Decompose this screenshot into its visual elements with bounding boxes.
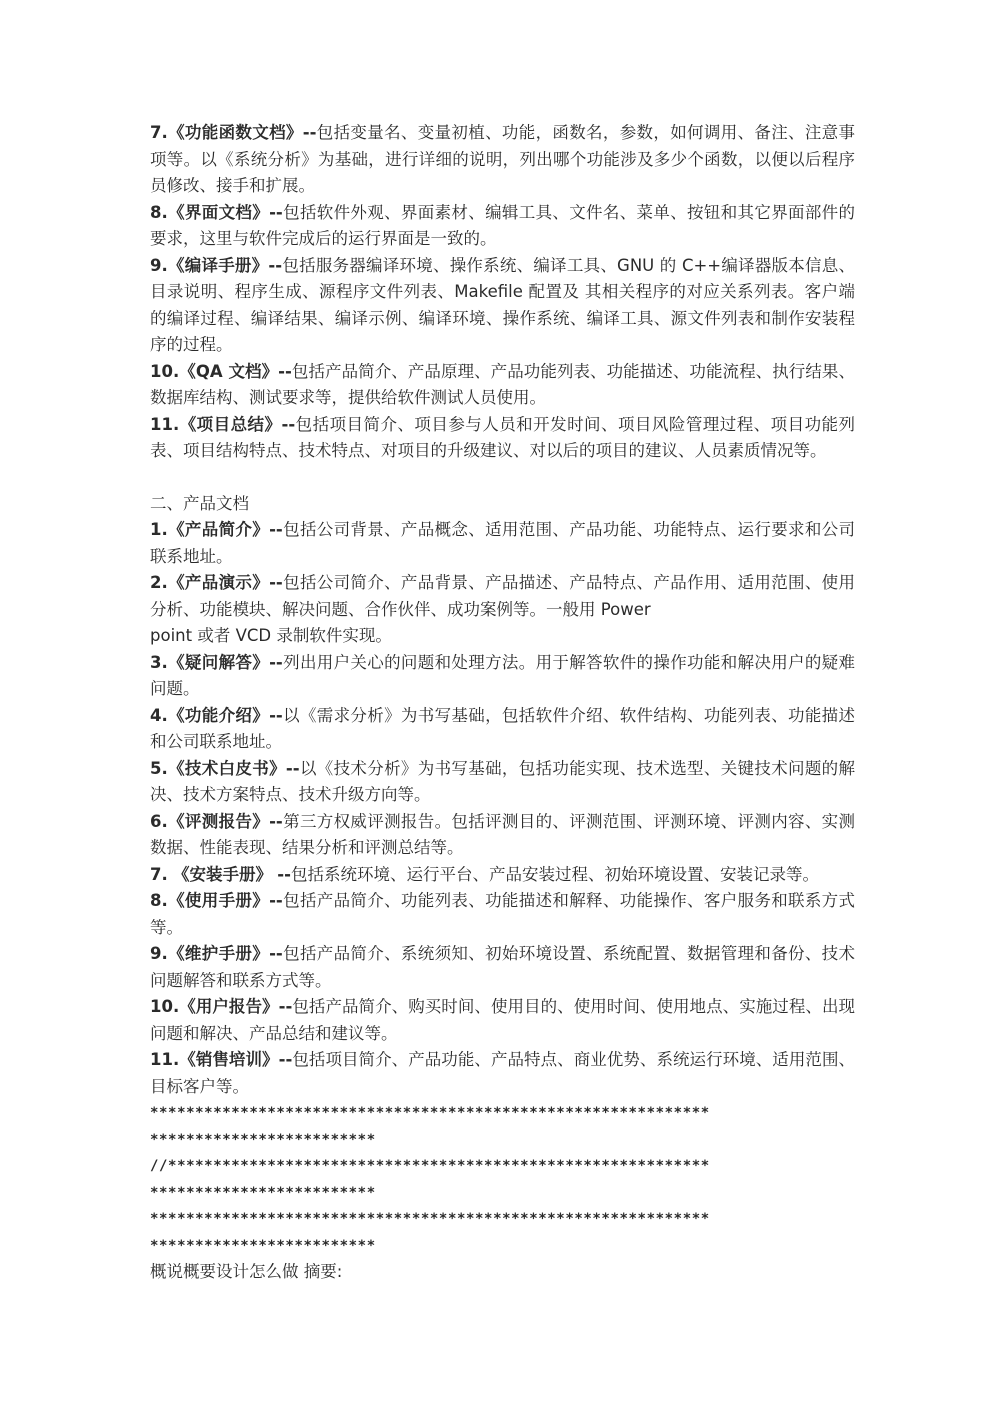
doc-item-evaluation: 6.《评测报告》--第三方权威评测报告。包括评测目的、评测范围、评测环境、评测内容、实测数据、性能表现、结果分析和评测总结等。 — [150, 811, 856, 857]
doc-item-qa: 10.《QA 文档》--包括产品简介、产品原理、产品功能列表、功能描述、功能流程、执行结果、数据库结构、测试要求等，提供给软件测试人员使用。 — [150, 361, 855, 407]
doc-item-whitepaper: 5.《技术白皮书》--以《技术分析》为书写基础，包括功能实现、技术选型、关键技术问题的解决、技术方案特点、技术升级方向等。 — [150, 758, 856, 804]
doc-item-summary: 11.《项目总结》--包括项目简介、项目参与人员和开发时间、项目风险管理过程、项目功能列表、项目结构特点、技术特点、对项目的升级建议、对以后的项目的建议、人员素质情况等。 — [150, 414, 856, 460]
doc-item-functions: 7.《功能函数文档》--包括变量名、变量初植、功能，函数名，参数，如何调用、备注、注意事项等。以《系统分析》为基础，进行详细的说明，列出哪个功能涉及多少个函数，以便以后程序员修改、接手和扩展。 — [150, 123, 856, 195]
summary-heading: 概说概要设计怎么做 摘要: — [150, 1262, 343, 1281]
section-heading: 二、产品文档 — [150, 493, 249, 513]
blank-line — [150, 465, 855, 491]
asterisk-divider: ************************* — [150, 1237, 376, 1254]
asterisk-divider: //************************************************************ — [150, 1158, 710, 1174]
asterisk-divider: ************************************************************** — [150, 1105, 710, 1121]
doc-item-maintenance: 9.《维护手册》--包括产品简介、系统须知、初始环境设置、系统配置、数据管理和备份、技术问题解答和联系方式等。 — [150, 944, 856, 990]
doc-item-install: 7. 《安装手册》 --包括系统环境、运行平台、产品安装过程、初始环境设置、安装记录等。 — [150, 864, 819, 884]
doc-item-feature-intro: 4.《功能介绍》--以《需求分析》为书写基础，包括软件介绍、软件结构、功能列表、功能描述和公司联系地址。 — [150, 705, 856, 751]
asterisk-divider: ************************* — [150, 1131, 376, 1148]
doc-item-user-manual: 8.《使用手册》--包括产品简介、功能列表、功能描述和解释、功能操作、客户服务和联系方式等。 — [150, 891, 856, 937]
doc-item-sales-training: 11.《销售培训》--包括项目简介、产品功能、产品特点、商业优势、系统运行环境、适用范围、目标客户等。 — [150, 1050, 856, 1096]
doc-item-product-demo: 2.《产品演示》--包括公司简介、产品背景、产品描述、产品特点、产品作用、适用范围、使用分析、功能模块、解决问题、合作伙伴、成功案例等。一般用 Power point 或者 VCD 录制软件实现。 — [150, 573, 856, 645]
asterisk-divider: ************************************************************** — [150, 1211, 710, 1227]
doc-item-compile: 9.《编译手册》--包括服务器编译环境、操作系统、编译工具、GNU 的 C++编译器版本信息、目录说明、程序生成、源程序文件列表、Makefile 配置及 其相关程序的对应关系列表。客户端的编译过程、编译结果、编译示例、编译环境、操作系统、编译工具、源文件列表和制作安装程序的过程。 — [150, 255, 856, 354]
doc-item-faq: 3.《疑问解答》--列出用户关心的问题和处理方法。用于解答软件的操作功能和解决用户的疑难问题。 — [150, 652, 856, 698]
doc-item-interface: 8.《界面文档》--包括软件外观、界面素材、编辑工具、文件名、菜单、按钮和其它界面部件的要求，这里与软件完成后的运行界面是一致的。 — [150, 202, 856, 248]
asterisk-divider: ************************* — [150, 1184, 376, 1201]
doc-item-user-report: 10.《用户报告》--包括产品简介、购买时间、使用目的、使用时间、使用地点、实施过程、出现问题和解决、产品总结和建议等。 — [150, 997, 856, 1043]
document-page — [150, 120, 855, 1286]
doc-item-product-intro: 1.《产品简介》--包括公司背景、产品概念、适用范围、产品功能、功能特点、运行要求和公司联系地址。 — [150, 520, 856, 566]
